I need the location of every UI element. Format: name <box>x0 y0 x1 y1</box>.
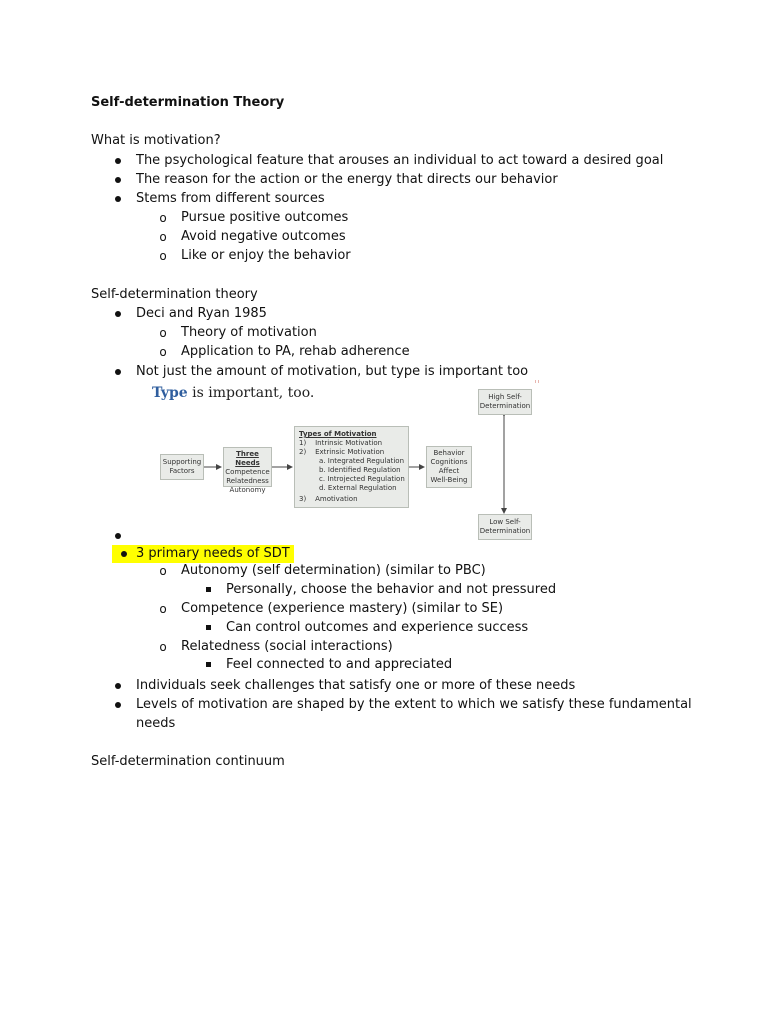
low-self-determination-box: Low Self- Determination <box>478 514 532 540</box>
list-item: The psychological feature that arouses an individual to act toward a desired goal <box>136 153 664 168</box>
square-bullet-icon <box>203 619 213 637</box>
circle-bullet-icon: o <box>159 602 167 616</box>
square-bullet-icon <box>203 581 213 599</box>
list-item: Not just the amount of motivation, but type is important too <box>136 364 529 379</box>
bullet-icon <box>113 190 123 208</box>
bullet-icon <box>113 677 123 695</box>
bullet-icon <box>113 305 123 323</box>
circle-bullet-icon: o <box>159 345 167 359</box>
document-title: Self-determination Theory <box>91 95 285 110</box>
bullet-icon <box>113 696 123 714</box>
list-item: Deci and Ryan 1985 <box>136 306 267 321</box>
list-item: Stems from different sources <box>136 191 325 206</box>
sub-sub-list-item: Feel connected to and appreciated <box>226 657 453 672</box>
sub-list-item: Like or enjoy the behavior <box>181 248 351 263</box>
types-of-motivation-box: Types of Motivation 1) Intrinsic Motivation 2) Extrinsic Motivation a. Integrated Regulation b. Identified Regulation c. Introjected Regulation d. External Regulation 3) Amotivation <box>294 426 409 508</box>
sub-list-item: Relatedness (social interactions) <box>181 639 393 654</box>
figure-title: Type is important, too. <box>152 385 315 401</box>
circle-bullet-icon: o <box>159 326 167 340</box>
three-needs-box: Three Needs Competence Relatedness Autonomy <box>223 447 272 487</box>
outcomes-box: Behavior Cognitions Affect Well-Being <box>426 446 472 488</box>
circle-bullet-icon: o <box>159 249 167 263</box>
sub-list-item: Theory of motivation <box>181 325 317 340</box>
bullet-icon <box>113 152 123 170</box>
list-item: Individuals seek challenges that satisfy one or more of these needs <box>136 678 576 693</box>
sub-list-item: Pursue positive outcomes <box>181 210 349 225</box>
sub-list-item: Competence (experience mastery) (similar to SE) <box>181 601 504 616</box>
section-heading-motivation: What is motivation? <box>91 133 221 148</box>
highlighted-list-item: 3 primary needs of SDT <box>136 545 294 563</box>
sdt-diagram-figure <box>152 383 540 543</box>
list-item-continuation: needs <box>136 716 176 731</box>
sub-list-item: Avoid negative outcomes <box>181 229 346 244</box>
circle-bullet-icon: o <box>159 564 167 578</box>
sub-sub-list-item: Personally, choose the behavior and not pressured <box>226 582 557 597</box>
high-self-determination-box: High Self- Determination <box>478 389 532 415</box>
sub-list-item: Autonomy (self determination) (similar to PBC) <box>181 563 486 578</box>
list-item: The reason for the action or the energy that directs our behavior <box>136 172 558 187</box>
bullet-icon <box>112 545 136 563</box>
section-heading-sdt: Self-determination theory <box>91 287 258 302</box>
sub-list-item: Application to PA, rehab adherence <box>181 344 410 359</box>
list-item: Levels of motivation are shaped by the extent to which we satisfy these fundamental <box>136 697 692 712</box>
empty-bullet-icon <box>113 527 123 545</box>
square-bullet-icon <box>203 656 213 674</box>
sub-sub-list-item: Can control outcomes and experience success <box>226 620 529 635</box>
supporting-factors-box: Supporting Factors <box>160 454 204 480</box>
circle-bullet-icon: o <box>159 230 167 244</box>
circle-bullet-icon: o <box>159 640 167 654</box>
bullet-icon <box>113 171 123 189</box>
circle-bullet-icon: o <box>159 211 167 225</box>
bullet-icon <box>113 363 123 381</box>
section-heading-continuum: Self-determination continuum <box>91 754 285 769</box>
